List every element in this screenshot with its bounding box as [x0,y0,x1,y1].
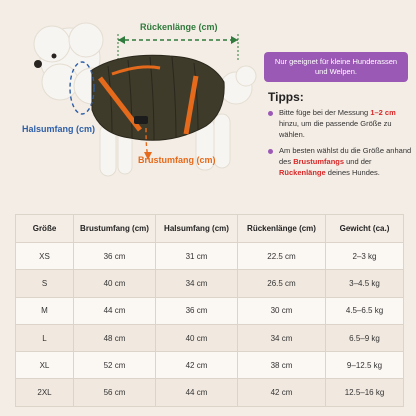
cell-size: L [16,324,74,351]
cell-neck: 34 cm [156,270,238,297]
cell-back-length: 34 cm [238,324,326,351]
cell-weight: 3–4.5 kg [326,270,404,297]
cell-back-length: 26.5 cm [238,270,326,297]
tip-item [268,108,412,141]
tips-title: Tipps: [268,90,304,104]
size-table [15,214,404,407]
cell-neck: 31 cm [156,243,238,270]
cell-back-length: 42 cm [238,379,326,406]
table-row [16,324,404,351]
tip-text-part: hinzu, um die passende Größe zu wählen. [279,118,392,139]
table-header-row [16,215,404,243]
neck-circumference-label: Halsumfang (cm) [22,124,96,134]
cell-chest: 52 cm [74,352,156,379]
cell-size: XS [16,243,74,270]
cell-neck: 42 cm [156,352,238,379]
table-row [16,379,404,406]
cell-weight: 9–12.5 kg [326,352,404,379]
header-size: Größe [16,215,74,243]
cell-weight: 2–3 kg [326,243,404,270]
cell-size: S [16,270,74,297]
cell-size: XL [16,352,74,379]
notice-text: Nur geeignet für kleine Hunderassen und Welpen. [274,57,398,77]
cell-neck: 44 cm [156,379,238,406]
cell-weight: 12.5–16 kg [326,379,404,406]
back-length-label: Rückenlänge (cm) [140,22,218,32]
table-row [16,297,404,324]
bullet-icon [268,111,273,116]
tip-text-part: und der [344,156,372,166]
table-row [16,243,404,270]
tip-text-part: Bitte füge bei der Messung [279,108,371,117]
cell-back-length: 38 cm [238,352,326,379]
cell-chest: 48 cm [74,324,156,351]
dog-eye [52,54,57,59]
cell-back-length: 22.5 cm [238,243,326,270]
tip-highlight: 1–2 cm [370,108,396,117]
cell-neck: 40 cm [156,324,238,351]
cell-chest: 56 cm [74,379,156,406]
bullet-icon [268,149,273,154]
cell-neck: 36 cm [156,297,238,324]
tip-highlight: Rückenlänge [279,167,326,177]
header-weight: Gewicht (ca.) [326,215,404,243]
small-breeds-notice [264,52,408,82]
cell-chest: 44 cm [74,297,156,324]
tip-text-part: deines Hundes. [325,167,380,177]
cell-weight: 6.5–9 kg [326,324,404,351]
cell-back-length: 30 cm [238,297,326,324]
dog-nose [34,60,42,68]
size-chart [15,214,403,406]
tip-item [268,146,412,179]
cell-size: 2XL [16,379,74,406]
header-neck: Halsumfang (cm) [156,215,238,243]
cell-chest: 40 cm [74,270,156,297]
chest-circumference-label: Brustumfang (cm) [138,155,216,165]
table-row [16,352,404,379]
tip-text-part: Am besten wählst du die Größe anhand des [279,146,412,166]
dog-in-vest-image [0,0,264,188]
tip-text [279,146,412,179]
tip-text [279,108,412,141]
header-chest: Brustumfang (cm) [74,215,156,243]
header-back-length: Rückenlänge (cm) [238,215,326,243]
cell-size: M [16,297,74,324]
table-row [16,270,404,297]
cell-chest: 36 cm [74,243,156,270]
tip-highlight: Brustumfangs [293,156,345,166]
cell-weight: 4.5–6.5 kg [326,297,404,324]
